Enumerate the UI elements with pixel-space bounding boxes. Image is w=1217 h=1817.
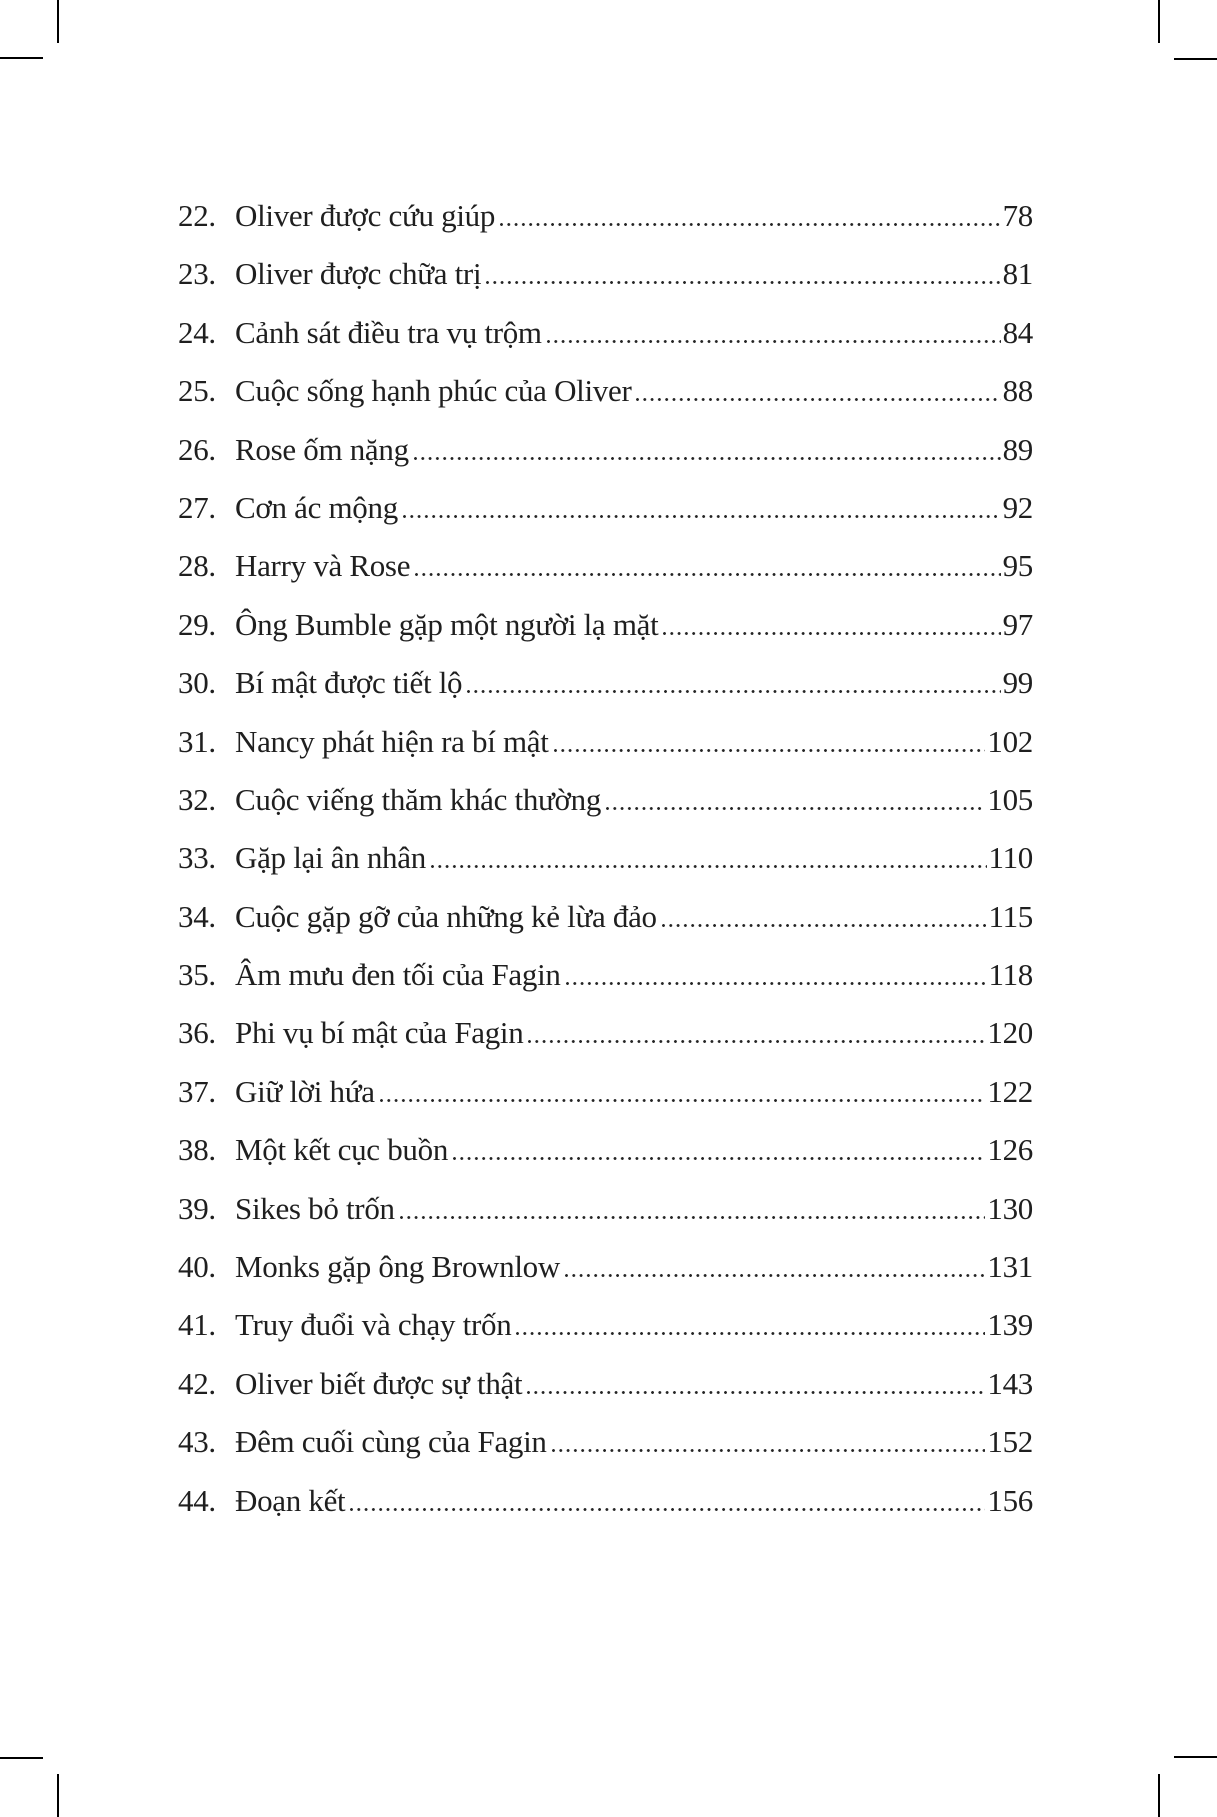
- toc-entry-title: Nancy phát hiện ra bí mật: [235, 723, 549, 759]
- crop-mark-top-right-vertical: [1158, 0, 1160, 43]
- toc-entry-title: Oliver được chữa trị: [235, 256, 482, 292]
- toc-entry-title: Cơn ác mộng: [235, 489, 398, 525]
- toc-row: [178, 1238, 1033, 1296]
- toc-entry-number: 28.: [178, 548, 216, 584]
- toc-entry-title: Đêm cuối cùng của Fagin: [235, 1424, 547, 1460]
- dotted-leader: [663, 632, 1000, 635]
- toc-entry-number: 38.: [178, 1132, 216, 1168]
- toc-row: [178, 187, 1033, 245]
- toc-entry-number: 44.: [178, 1482, 216, 1518]
- crop-mark-bottom-left-vertical: [57, 1774, 59, 1817]
- toc-entry-title: Âm mưu đen tối của Fagin: [235, 957, 561, 993]
- toc-row: [178, 1063, 1033, 1121]
- toc-entry-title: Phi vụ bí mật của Fagin: [235, 1015, 524, 1051]
- toc-entry-title: Rose ốm nặng: [235, 431, 409, 467]
- toc-entry-number: 24.: [178, 314, 216, 350]
- toc-entry-number: 40.: [178, 1249, 216, 1285]
- toc-entry-page: 130: [987, 1190, 1033, 1226]
- toc-row: [178, 1355, 1033, 1413]
- dotted-leader: [552, 1449, 986, 1452]
- dotted-leader: [636, 398, 1000, 401]
- dotted-leader: [500, 223, 1001, 226]
- toc-entry-page: 105: [987, 781, 1033, 817]
- toc-entry-title: Ông Bumble gặp một người lạ mặt: [235, 606, 659, 642]
- crop-mark-bottom-left-horizontal: [0, 1757, 43, 1759]
- toc-entry-title: Đoạn kết: [235, 1482, 346, 1518]
- dotted-leader: [486, 281, 1000, 284]
- toc-entry-number: 29.: [178, 606, 216, 642]
- toc-entry-title: Truy đuổi và chạy trốn: [235, 1307, 512, 1343]
- toc-entry-number: 39.: [178, 1190, 216, 1226]
- dotted-leader: [554, 749, 986, 752]
- toc-entry-page: 99: [1002, 665, 1033, 701]
- toc-entry-page: 84: [1002, 314, 1033, 350]
- dotted-leader: [565, 1274, 985, 1277]
- toc-row: [178, 1296, 1033, 1354]
- dotted-leader: [606, 807, 985, 810]
- toc-entry-page: 88: [1002, 373, 1033, 409]
- toc-row: [178, 1180, 1033, 1238]
- toc-row: [178, 771, 1033, 829]
- toc-row: [178, 421, 1033, 479]
- toc-entry-number: 30.: [178, 665, 216, 701]
- dotted-leader: [528, 1040, 985, 1043]
- dotted-leader: [527, 1391, 985, 1394]
- dotted-leader: [415, 573, 1000, 576]
- toc-entry-title: Gặp lại ân nhân: [235, 840, 426, 876]
- toc-entry-title: Cảnh sát điều tra vụ trộm: [235, 314, 542, 350]
- toc-row: [178, 245, 1033, 303]
- toc-entry-title: Bí mật được tiết lộ: [235, 665, 463, 701]
- dotted-leader: [453, 1157, 985, 1160]
- dotted-leader: [403, 515, 1001, 518]
- toc-row: [178, 1472, 1033, 1530]
- toc-entry-title: Monks gặp ông Brownlow: [235, 1249, 560, 1285]
- dotted-leader: [467, 690, 1000, 693]
- toc-entry-page: 110: [988, 840, 1033, 876]
- toc-entry-title: Harry và Rose: [235, 548, 411, 584]
- toc-entry-page: 139: [987, 1307, 1033, 1343]
- toc-entry-page: 92: [1002, 489, 1033, 525]
- dotted-leader: [516, 1332, 985, 1335]
- toc-entry-number: 43.: [178, 1424, 216, 1460]
- toc-entry-number: 35.: [178, 957, 216, 993]
- toc-row: [178, 304, 1033, 362]
- toc-entry-page: 81: [1002, 256, 1033, 292]
- toc-entry-page: 131: [987, 1249, 1033, 1285]
- toc-entry-number: 32.: [178, 781, 216, 817]
- toc-row: [178, 1121, 1033, 1179]
- crop-mark-top-right-horizontal: [1174, 58, 1217, 60]
- dotted-leader: [566, 982, 987, 985]
- toc-row: [178, 829, 1033, 887]
- toc-row: [178, 362, 1033, 420]
- toc-entry-number: 22.: [178, 198, 216, 233]
- toc-entry-number: 36.: [178, 1015, 216, 1051]
- dotted-leader: [662, 924, 987, 927]
- toc-entry-title: Oliver biết được sự thật: [235, 1365, 523, 1401]
- toc-entry-page: 120: [987, 1015, 1033, 1051]
- toc-entry-page: 115: [988, 898, 1033, 934]
- toc-entry-page: 118: [988, 957, 1033, 993]
- toc-row: [178, 888, 1033, 946]
- dotted-leader: [414, 457, 1001, 460]
- toc-entry-title: Cuộc sống hạnh phúc của Oliver: [235, 373, 632, 409]
- dotted-leader: [350, 1508, 985, 1511]
- toc-entry-page: 102: [987, 723, 1033, 759]
- toc-entry-page: 78: [1002, 198, 1033, 233]
- dotted-leader: [547, 340, 1001, 343]
- toc-entry-number: 31.: [178, 723, 216, 759]
- toc-entry-page: 126: [987, 1132, 1033, 1168]
- toc-entry-number: 26.: [178, 431, 216, 467]
- toc-entry-number: 34.: [178, 898, 216, 934]
- toc-entry-page: 89: [1002, 431, 1033, 467]
- toc-row: [178, 713, 1033, 771]
- toc-row: [178, 654, 1033, 712]
- toc-entry-number: 23.: [178, 256, 216, 292]
- toc-row: [178, 479, 1033, 537]
- crop-mark-bottom-right-vertical: [1158, 1774, 1160, 1817]
- toc-entry-page: 143: [987, 1365, 1033, 1401]
- toc-row: [178, 596, 1033, 654]
- toc-entry-title: Giữ lời hứa: [235, 1073, 375, 1109]
- toc-row: [178, 1004, 1033, 1062]
- toc-row: [178, 946, 1033, 1004]
- toc-entry-number: 37.: [178, 1073, 216, 1109]
- toc-row: [178, 1413, 1033, 1471]
- crop-mark-bottom-right-horizontal: [1174, 1756, 1217, 1758]
- toc-row: [178, 537, 1033, 595]
- toc-entry-page: 95: [1002, 548, 1033, 584]
- toc-entry-title: Cuộc viếng thăm khác thường: [235, 781, 602, 817]
- toc-entry-title: Sikes bỏ trốn: [235, 1190, 395, 1226]
- toc-entry-page: 122: [987, 1073, 1033, 1109]
- toc-entry-number: 27.: [178, 489, 216, 525]
- dotted-leader: [400, 1216, 986, 1219]
- toc-entry-number: 41.: [178, 1307, 216, 1343]
- toc-entry-number: 42.: [178, 1365, 216, 1401]
- crop-mark-top-left-vertical: [57, 0, 59, 43]
- toc-entry-title: Cuộc gặp gỡ của những kẻ lừa đảo: [235, 898, 657, 934]
- dotted-leader: [380, 1099, 986, 1102]
- toc-entry-page: 152: [987, 1424, 1033, 1460]
- toc-entry-page: 97: [1002, 606, 1033, 642]
- toc-entry-number: 33.: [178, 840, 216, 876]
- toc-entry-number: 25.: [178, 373, 216, 409]
- crop-mark-top-left-horizontal: [0, 57, 43, 59]
- dotted-leader: [431, 865, 987, 868]
- toc-entry-page: 156: [987, 1482, 1033, 1518]
- toc-entry-title: Một kết cục buồn: [235, 1132, 449, 1168]
- toc-entry-title: Oliver được cứu giúp: [235, 198, 496, 233]
- table-of-contents: [178, 187, 1033, 1530]
